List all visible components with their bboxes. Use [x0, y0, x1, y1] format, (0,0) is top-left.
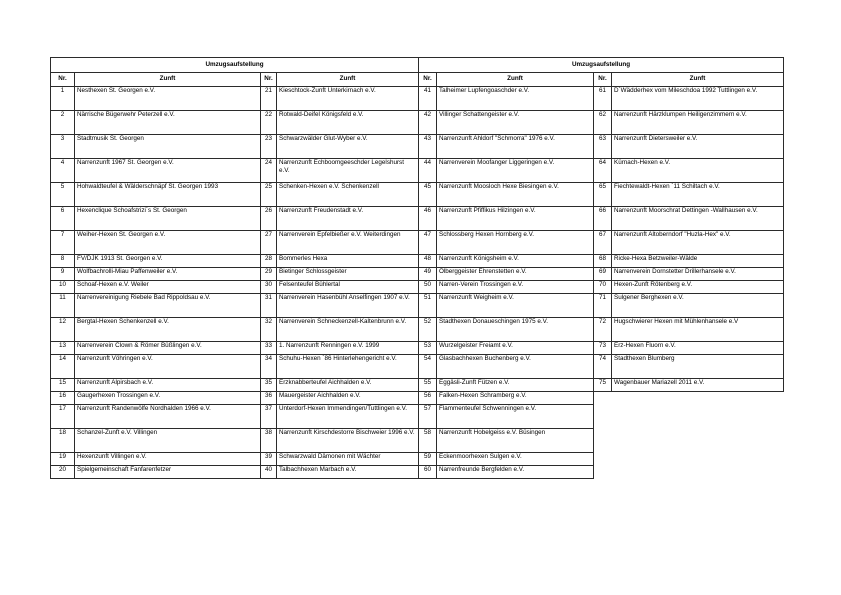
- column-header-nr: Nr.: [51, 73, 75, 87]
- cell-zunft: Falken-Hexen Schramberg e.V.: [437, 392, 594, 405]
- table-row: [51, 268, 419, 281]
- cell-nr: 63: [594, 135, 612, 159]
- cell-nr: 58: [419, 429, 437, 453]
- table-row: [51, 392, 419, 405]
- cell-zunft: Narrenverein Clown & Römer Büßlingen e.V.: [75, 342, 261, 355]
- cell-zunft: Narrenverein Moofanger Liggeringen e.V.: [437, 159, 594, 183]
- cell-zunft: Erz-Hexen Fluorn e.V.: [612, 342, 784, 355]
- cell-zunft: Schlossberg Hexen Hornberg e.V.: [437, 231, 594, 255]
- cell-zunft: Nesthexen St. Georgen e.V.: [75, 87, 261, 111]
- cell-nr: 27: [261, 231, 277, 255]
- cell-nr: 4: [51, 159, 75, 183]
- table-row: [419, 159, 784, 183]
- cell-zunft: Närrische Bügerwehr Peterzell e.V.: [75, 111, 261, 135]
- cell-nr: 36: [261, 392, 277, 405]
- table-row: [51, 207, 419, 231]
- cell-nr: 74: [594, 355, 612, 379]
- cell-nr: 72: [594, 318, 612, 342]
- cell-zunft: Wagenbauer Mariazell 2011 e.V.: [612, 379, 784, 392]
- cell-zunft: Hugschwierer Hexen mit Mühlenhansele e.V: [612, 318, 784, 342]
- cell-zunft: Talheimer Lupfengoaschder e.V.: [437, 87, 594, 111]
- cell-nr: 53: [419, 342, 437, 355]
- cell-zunft: Narrenzunft Ahldorf "Schmorra" 1976 e.V.: [437, 135, 594, 159]
- cell-zunft: Hexen-Zunft Rötenberg e.V.: [612, 281, 784, 294]
- cell-zunft: [612, 453, 784, 466]
- cell-zunft: Narren-Verein Trossingen e.V.: [437, 281, 594, 294]
- cell-zunft: Hexenzunft Villingen e.V.: [75, 453, 261, 466]
- table-row: [419, 453, 784, 466]
- cell-nr: 8: [51, 255, 75, 268]
- table-row: [419, 355, 784, 379]
- cell-nr: 64: [594, 159, 612, 183]
- cell-zunft: Narrenzunft Vöhringen e.V.: [75, 355, 261, 379]
- cell-zunft: Schanzel-Zunft e.V. Villingen: [75, 429, 261, 453]
- cell-zunft: Narrenzunft Königsheim e.V.: [437, 255, 594, 268]
- cell-nr: 48: [419, 255, 437, 268]
- cell-nr: 45: [419, 183, 437, 207]
- column-header-nr: Nr.: [261, 73, 277, 87]
- cell-nr: [594, 453, 612, 466]
- cell-nr: 46: [419, 207, 437, 231]
- table-row: [419, 429, 784, 453]
- cell-nr: [594, 405, 612, 429]
- table-row: [51, 255, 419, 268]
- cell-zunft: Sulgener Berghexen e.V.: [612, 294, 784, 318]
- table-title: Umzugsaufstellung: [419, 58, 784, 73]
- cell-zunft: Eggäsli-Zunft Fützen e.V.: [437, 379, 594, 392]
- cell-zunft: Narrenzunft Randenwölfe Nordhalden 1966 e.V.: [75, 405, 261, 429]
- cell-nr: 17: [51, 405, 75, 429]
- table-row: [51, 355, 419, 379]
- cell-zunft: Narrenzunft Kirschdestorre Bischweier 1996 e.V.: [277, 429, 419, 453]
- table-row: [419, 405, 784, 429]
- cell-nr: 71: [594, 294, 612, 318]
- cell-zunft: Narrenzunft Härzklumpen Heiligenzimmern e.V.: [612, 111, 784, 135]
- cell-nr: 56: [419, 392, 437, 405]
- cell-zunft: Narrenverein Hasenbühl Anselfingen 1907 e.V.: [277, 294, 419, 318]
- cell-nr: 13: [51, 342, 75, 355]
- cell-nr: 54: [419, 355, 437, 379]
- cell-nr: 66: [594, 207, 612, 231]
- cell-nr: 70: [594, 281, 612, 294]
- cell-nr: 16: [51, 392, 75, 405]
- cell-nr: 24: [261, 159, 277, 183]
- cell-zunft: Narrenzunft Echboomgeeschder Legelshurst e.V.: [277, 159, 419, 183]
- cell-zunft: FV/DJK 1913 St. Georgen e.V.: [75, 255, 261, 268]
- table-row: [419, 294, 784, 318]
- cell-nr: 44: [419, 159, 437, 183]
- cell-nr: 43: [419, 135, 437, 159]
- column-header-zunft: Zunft: [612, 73, 784, 87]
- cell-zunft: Schwarzwald Dämonen mit Wächter: [277, 453, 419, 466]
- cell-nr: 12: [51, 318, 75, 342]
- cell-zunft: Narrenzunft Altoberndorf "Huzla-Hex" e.V.: [612, 231, 784, 255]
- cell-nr: 60: [419, 466, 437, 479]
- cell-nr: 20: [51, 466, 75, 479]
- cell-zunft: Narrenzunft Weigheim e.V.: [437, 294, 594, 318]
- cell-zunft: Schenken-Hexen e.V. Schenkenzell: [277, 183, 419, 207]
- table-title: Umzugsaufstellung: [51, 58, 419, 73]
- cell-zunft: Flammenteufel Schwenningen e.V.: [437, 405, 594, 429]
- cell-nr: 67: [594, 231, 612, 255]
- cell-zunft: Narrenzunft Moorschrat Dettingen -Wallhausen e.V.: [612, 207, 784, 231]
- cell-nr: 49: [419, 268, 437, 281]
- cell-nr: 6: [51, 207, 75, 231]
- cell-nr: 35: [261, 379, 277, 392]
- cell-nr: 50: [419, 281, 437, 294]
- cell-nr: [594, 429, 612, 453]
- cell-nr: 1: [51, 87, 75, 111]
- cell-zunft: Narrenvereinigung Riebele Bad Rippoldsau e.V.: [75, 294, 261, 318]
- table-row: [419, 111, 784, 135]
- cell-zunft: D´Wädderhex vom Mileschdoa 1992 Tuttlingen e.V.: [612, 87, 784, 111]
- cell-nr: 40: [261, 466, 277, 479]
- table-row: [51, 342, 419, 355]
- column-header-nr: Nr.: [594, 73, 612, 87]
- cell-nr: 5: [51, 183, 75, 207]
- cell-zunft: Villinger Schattengeister e.V.: [437, 111, 594, 135]
- cell-zunft: Kieschtock-Zunft Unterkirnach e.V.: [277, 87, 419, 111]
- cell-nr: 2: [51, 111, 75, 135]
- cell-nr: 30: [261, 281, 277, 294]
- cell-zunft: Talbachhexen Marbach e.V.: [277, 466, 419, 479]
- cell-zunft: Schwarzwälder Glut-Wyber e.V.: [277, 135, 419, 159]
- cell-zunft: Wolfbachrolli-Miau Paffenweiler e.V.: [75, 268, 261, 281]
- cell-zunft: Eckenmoorhexen Sulgen e.V.: [437, 453, 594, 466]
- cell-nr: 41: [419, 87, 437, 111]
- table-row: [51, 281, 419, 294]
- table-row: [419, 135, 784, 159]
- table-row: [419, 466, 784, 479]
- cell-zunft: Narrenzunft Alpirsbach e.V.: [75, 379, 261, 392]
- cell-nr: 61: [594, 87, 612, 111]
- cell-nr: 29: [261, 268, 277, 281]
- table-row: [51, 294, 419, 318]
- cell-nr: 32: [261, 318, 277, 342]
- cell-nr: 52: [419, 318, 437, 342]
- table-row: [51, 429, 419, 453]
- cell-zunft: Mauergeister Aichhalden e.V.: [277, 392, 419, 405]
- cell-nr: 73: [594, 342, 612, 355]
- table-row: [419, 183, 784, 207]
- cell-zunft: Hexenclique Schoafstrizi´s St. Georgen: [75, 207, 261, 231]
- column-header-zunft: Zunft: [437, 73, 594, 87]
- cell-nr: 34: [261, 355, 277, 379]
- cell-nr: 68: [594, 255, 612, 268]
- cell-zunft: Narrenzunft 1967 St. Georgen e.V.: [75, 159, 261, 183]
- cell-zunft: Narrenverein Schneckenzell-Kaltenbrunn e.V.: [277, 318, 419, 342]
- cell-nr: 39: [261, 453, 277, 466]
- cell-nr: 69: [594, 268, 612, 281]
- cell-zunft: [612, 405, 784, 429]
- cell-zunft: Bergtal-Hexen Schenkenzell e.V.: [75, 318, 261, 342]
- table-row: [51, 453, 419, 466]
- cell-nr: 42: [419, 111, 437, 135]
- cell-zunft: Narrenverein Epfelbießer e.V. Weiterdingen: [277, 231, 419, 255]
- table-row: [419, 318, 784, 342]
- cell-zunft: Ölberggeister Ehrenstetten e.V.: [437, 268, 594, 281]
- cell-nr: 22: [261, 111, 277, 135]
- cell-nr: 75: [594, 379, 612, 392]
- table-row: [51, 379, 419, 392]
- cell-nr: 3: [51, 135, 75, 159]
- cell-zunft: Bommerles Hexa: [277, 255, 419, 268]
- table-row: [51, 318, 419, 342]
- cell-zunft: Stadthexen Blumberg: [612, 355, 784, 379]
- cell-nr: 62: [594, 111, 612, 135]
- cell-zunft: Wurzelgeister Freiamt e.V.: [437, 342, 594, 355]
- cell-nr: 21: [261, 87, 277, 111]
- cell-zunft: 1. Narrenzunft Renningen e.V. 1999: [277, 342, 419, 355]
- column-header-zunft: Zunft: [75, 73, 261, 87]
- cell-nr: 47: [419, 231, 437, 255]
- parade-table-right: [418, 57, 784, 479]
- cell-zunft: Narrenzunft Hobelgeiss e.V. Büsingen: [437, 429, 594, 453]
- cell-nr: 18: [51, 429, 75, 453]
- cell-nr: 10: [51, 281, 75, 294]
- cell-nr: 23: [261, 135, 277, 159]
- table-row: [419, 255, 784, 268]
- table-row: [51, 159, 419, 183]
- cell-nr: 14: [51, 355, 75, 379]
- table-row: [419, 231, 784, 255]
- cell-nr: 11: [51, 294, 75, 318]
- cell-zunft: Kürnach-Hexen e.V.: [612, 159, 784, 183]
- cell-zunft: Rotwald-Deifel Königsfeld e.V.: [277, 111, 419, 135]
- cell-nr: [594, 466, 612, 479]
- cell-nr: 15: [51, 379, 75, 392]
- cell-zunft: [612, 429, 784, 453]
- table-row: [419, 342, 784, 355]
- table-row: [419, 207, 784, 231]
- cell-zunft: Narrenzunft Pfiffikus Hilzingen e.V.: [437, 207, 594, 231]
- table-row: [51, 111, 419, 135]
- cell-nr: 28: [261, 255, 277, 268]
- cell-zunft: [612, 392, 784, 405]
- cell-zunft: Narrenfreunde Bergfelden e.V.: [437, 466, 594, 479]
- table-row: [419, 87, 784, 111]
- table-row: [51, 231, 419, 255]
- table-row: [51, 466, 419, 479]
- table-row: [51, 87, 419, 111]
- cell-zunft: Unterdorf-Hexen Immendingen/Tuttlingen e.V.: [277, 405, 419, 429]
- cell-zunft: Felsenteufel Bühlertal: [277, 281, 419, 294]
- cell-zunft: Bietinger Schlossgeister: [277, 268, 419, 281]
- cell-zunft: Gaugerhexen Trossingen e.V.: [75, 392, 261, 405]
- cell-nr: 51: [419, 294, 437, 318]
- cell-zunft: Glasbachhexen Buchenberg e.V.: [437, 355, 594, 379]
- column-header-nr: Nr.: [419, 73, 437, 87]
- cell-zunft: [612, 466, 784, 479]
- cell-nr: 19: [51, 453, 75, 466]
- cell-zunft: Schoaf-Hexen e.V. Weiler: [75, 281, 261, 294]
- table-row: [51, 183, 419, 207]
- cell-zunft: Ricke-Hexa Betzweiler-Wälde: [612, 255, 784, 268]
- table-row: [419, 268, 784, 281]
- cell-nr: 59: [419, 453, 437, 466]
- cell-zunft: Stadthexen Donaueschingen 1975 e.V.: [437, 318, 594, 342]
- cell-nr: [594, 392, 612, 405]
- cell-zunft: Erzknabberteufel Aichhalden e.V.: [277, 379, 419, 392]
- parade-table-left: [50, 57, 419, 479]
- cell-zunft: Weiher-Hexen St. Georgen e.V.: [75, 231, 261, 255]
- table-row: [419, 379, 784, 392]
- cell-nr: 33: [261, 342, 277, 355]
- cell-zunft: Schuhu-Hexen ´86 Hinterlehengericht e.V.: [277, 355, 419, 379]
- table-row: [419, 281, 784, 294]
- cell-nr: 38: [261, 429, 277, 453]
- column-header-zunft: Zunft: [277, 73, 419, 87]
- cell-zunft: Narrenzunft Moosloch Hexe Biesingen e.V.: [437, 183, 594, 207]
- cell-nr: 26: [261, 207, 277, 231]
- cell-nr: 37: [261, 405, 277, 429]
- cell-nr: 7: [51, 231, 75, 255]
- cell-nr: 57: [419, 405, 437, 429]
- cell-zunft: Hohwaldteufel & Wälderschnäpf St. Georgen 1993: [75, 183, 261, 207]
- cell-zunft: Narrenzunft Dietersweiler e.V.: [612, 135, 784, 159]
- cell-zunft: Narrenverein Dornstetter Drillerhansele e.V.: [612, 268, 784, 281]
- table-row: [51, 405, 419, 429]
- cell-nr: 55: [419, 379, 437, 392]
- cell-zunft: Stadtmusik St. Georgen: [75, 135, 261, 159]
- cell-nr: 25: [261, 183, 277, 207]
- cell-nr: 9: [51, 268, 75, 281]
- table-row: [419, 392, 784, 405]
- cell-zunft: Spielgemeinschaft Fanfarenfetzer: [75, 466, 261, 479]
- cell-zunft: Narrenzunft Freudenstadt e.V.: [277, 207, 419, 231]
- cell-nr: 31: [261, 294, 277, 318]
- cell-zunft: Fiechtewaldt-Hexen ´11 Schiltach e.V.: [612, 183, 784, 207]
- cell-nr: 65: [594, 183, 612, 207]
- table-row: [51, 135, 419, 159]
